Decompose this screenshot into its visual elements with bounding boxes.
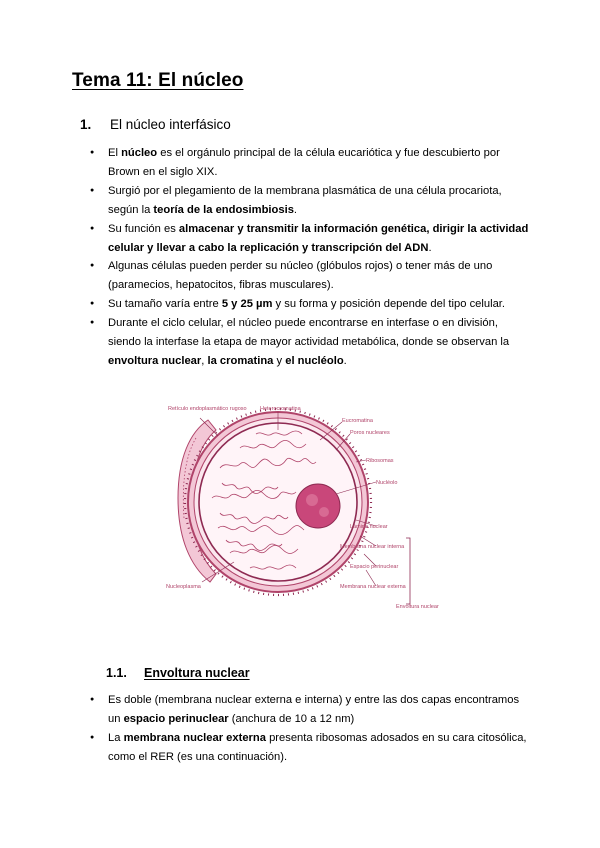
list-item: ● Es doble (membrana nuclear externa e interna) y entre las dos capas encontramos un espacio perinuclear (anchura de 10 a 12 nm) [90,691,530,729]
section-number: 1. [80,117,92,132]
list-item: ● Su tamaño varía entre 5 y 25 µm y su forma y posición depende del tipo celular. [90,295,530,314]
section-heading-1-1 [106,666,250,680]
section-title: El núcleo interfásico [110,117,231,132]
envoltura-bracket [406,538,410,604]
label-nucleolo: Nucléolo [376,480,398,486]
list-item: ● Durante el ciclo celular, el núcleo puede encontrarse en interfase o en división, siendo la interfase la etapa de mayor actividad metabólica, donde se observan la envoltura nuclear, la cromatina y el nucléolo. [90,314,530,371]
list-item: ● Su función es almacenar y transmitir la información genética, dirigir la actividad celular y llevar a cabo la replicación y transcripción del ADN. [90,220,530,258]
label-lamina: Lámina nuclear [350,524,388,530]
label-espacio: Espacio perinuclear [350,564,399,570]
list-item: ● El núcleo es el orgánulo principal de la célula eucariótica y fue descubierto por Brown en el siglo XIX. [90,144,530,182]
section-title: Envoltura nuclear [144,666,250,680]
list-item: ● Algunas células pueden perder su núcleo (glóbulos rojos) o tener más de uno (paramecios, hepatocitos, fibras musculares). [90,257,530,295]
nucleus-diagram [160,398,440,610]
list-item: ● La membrana nuclear externa presenta ribosomas adosados en su cara citosólica, como el RER (es una continuación). [90,729,530,767]
bullet-list-nucleo [90,144,530,371]
nucleolus-texture [319,507,329,517]
nucleolus [296,484,340,528]
section-number: 1.1. [106,666,127,680]
nucleolus-texture [306,494,318,506]
label-eucromatina: Eucromatina [342,418,373,424]
bullet-list-envoltura [90,691,530,767]
label-ribosomas: Ribosomas [366,458,394,464]
page-title: Tema 11: El núcleo [72,70,244,91]
label-membrana-interna: Membrana nuclear interna [340,544,405,550]
label-nucleoplasma: Nucleoplasma [166,584,201,590]
label-poros: Poros nucleares [350,430,390,436]
label-heterocromatina: Heterocromatina [260,406,301,412]
label-envoltura: Envoltura nuclear [396,604,439,610]
list-item: ● Surgió por el plegamiento de la membrana plasmática de una célula procariota, según la teoría de la endosimbiosis. [90,182,530,220]
section-heading-1 [80,117,231,132]
label-membrana-externa: Membrana nuclear externa [340,584,406,590]
label-reticulo: Retículo endoplasmático rugoso [168,406,247,412]
